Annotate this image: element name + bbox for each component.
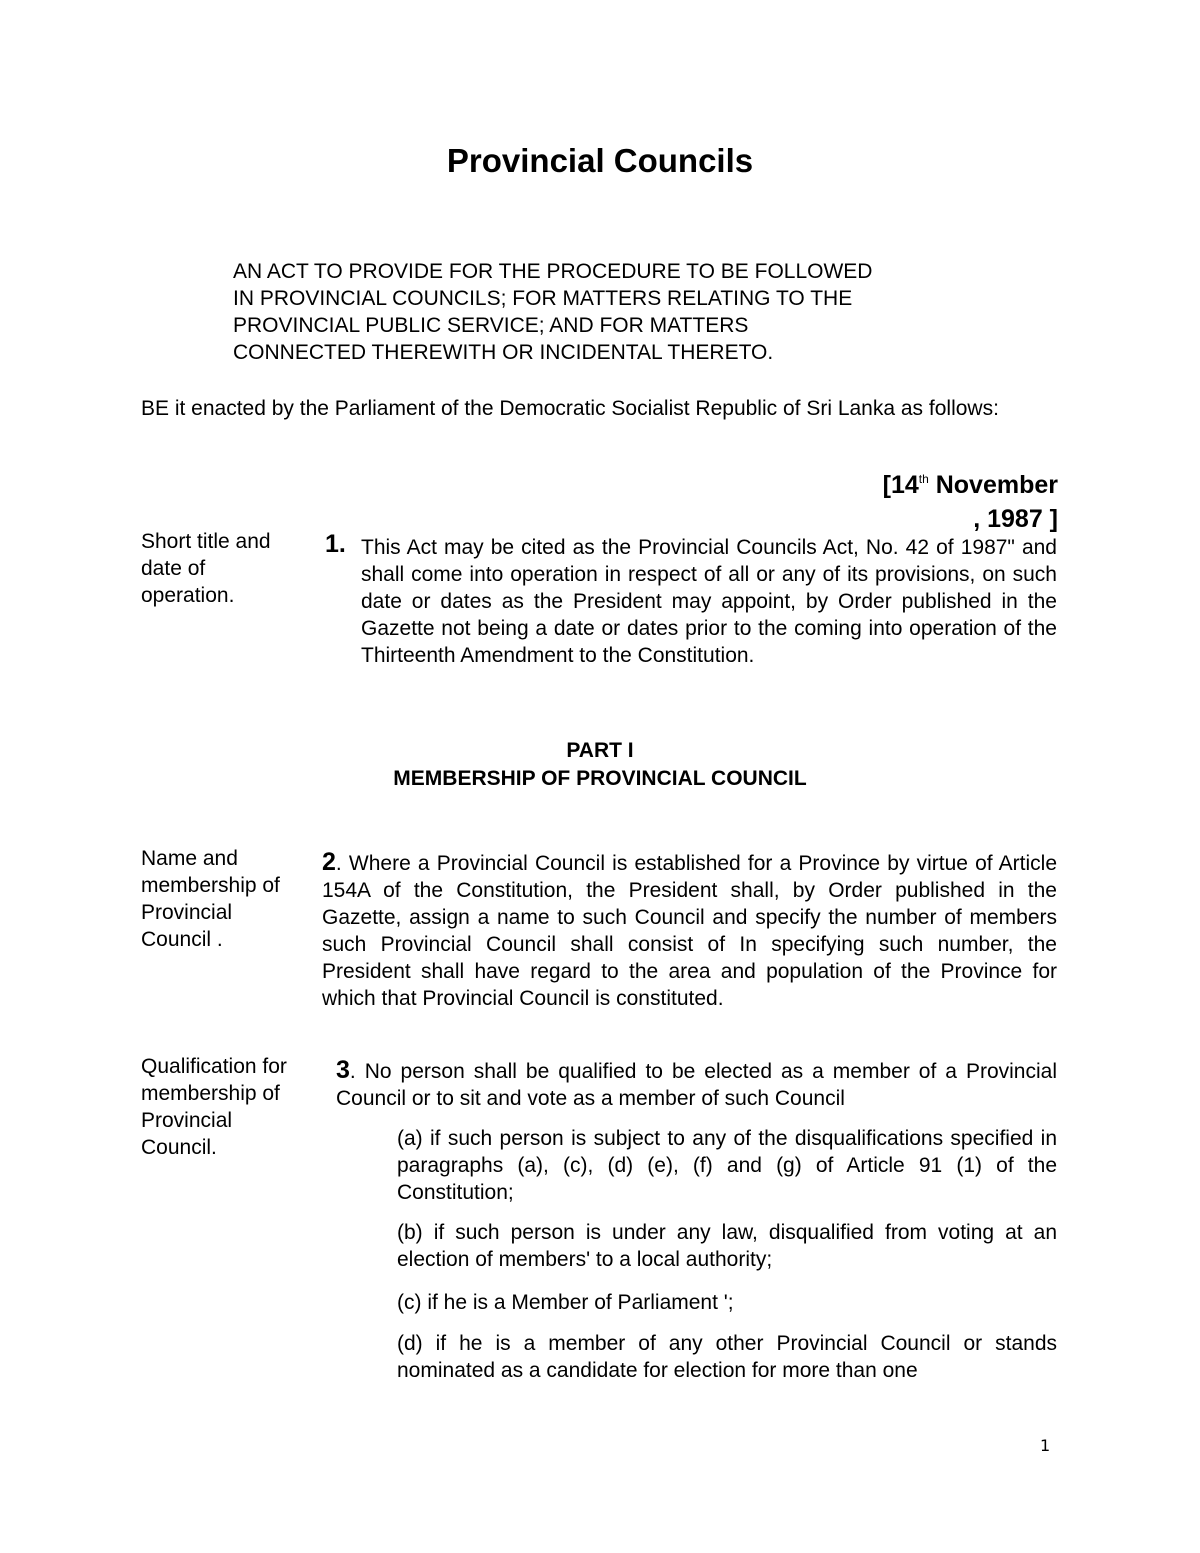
section-number-1: 1. <box>325 530 346 558</box>
marginal-note-section-1 <box>141 528 316 609</box>
long-title-line: AN ACT TO PROVIDE FOR THE PROCEDURE TO BE FOLLOWED <box>233 260 873 283</box>
enacting-clause: BE it enacted by the Parliament of the Democratic Socialist Republic of Sri Lanka as follows: <box>141 397 999 420</box>
marginal-note-line: Council. <box>141 1136 217 1159</box>
date-month: November <box>928 471 1058 499</box>
enactment-date <box>760 462 1058 536</box>
marginal-note-line: Provincial <box>141 901 233 924</box>
marginal-note-line: membership of <box>141 1082 280 1105</box>
date-open: [14 <box>882 471 919 499</box>
section-2 <box>322 849 1057 1012</box>
long-title-line: CONNECTED THEREWITH OR INCIDENTAL THERETO. <box>233 341 774 364</box>
section-text-3: . No person shall be qualified to be elected as a member of a Provincial Council or to sit and vote as a member of such Council <box>336 1060 1057 1110</box>
clause-a: (a) if such person is subject to any of the disqualifications specified in paragraphs (a), (c), (d) (e), (f) and (g) of Article 91 (1) of the Constitution; <box>397 1127 1057 1204</box>
section-text-2: . Where a Provincial Council is established for a Province by virtue of Article 154A of the Constitution, the President shall, by Order published in the Gazette, assign a name to such Council and specify the number of members such Provincial Council shall consist of In specifying such number, the President shall have regard to the area and population of the Province for which that Provincial Council is constituted. <box>322 852 1057 1010</box>
marginal-note-line: Name and <box>141 847 238 870</box>
part-heading: PART I <box>566 739 634 762</box>
marginal-note-section-2 <box>141 845 316 953</box>
section-text-1: This Act may be cited as the Provincial Councils Act, No. 42 of 1987" and shall come into operation in respect of all or any of its provisions, on such date or dates as the President may appoint, by Order published in the Gazette not being a date or dates prior to the coming into operation of the Thirteenth Amendment to the Constitution. <box>361 536 1057 667</box>
date-year: , 1987 ] <box>973 505 1058 533</box>
marginal-note-line: Short title and <box>141 530 271 553</box>
long-title <box>233 258 993 366</box>
marginal-note-line: operation. <box>141 584 235 607</box>
marginal-note-line: Qualification for <box>141 1055 287 1078</box>
marginal-note-line: date of <box>141 557 206 580</box>
long-title-line: PROVINCIAL PUBLIC SERVICE; AND FOR MATTERS <box>233 314 749 337</box>
marginal-note-line: membership of <box>141 874 280 897</box>
page-number: 1 <box>1040 1436 1051 1455</box>
clause-b: (b) if such person is under any law, disqualified from voting at an election of members' to a local authority; <box>397 1221 1057 1271</box>
long-title-line: IN PROVINCIAL COUNCILS; FOR MATTERS RELATING TO THE <box>233 287 853 310</box>
document-title: Provincial Councils <box>446 142 754 179</box>
section-3 <box>336 1057 1057 1112</box>
clause-d: (d) if he is a member of any other Provincial Council or stands nominated as a candidate for election for more than one <box>397 1332 1057 1382</box>
section-number-3: 3 <box>336 1056 350 1084</box>
marginal-note-section-3 <box>141 1053 316 1161</box>
date-superscript: th <box>918 472 929 486</box>
clause-c: (c) if he is a Member of Parliament '; <box>397 1291 734 1314</box>
marginal-note-line: Provincial <box>141 1109 233 1132</box>
marginal-note-line: Council . <box>141 928 223 951</box>
part-subheading: MEMBERSHIP OF PROVINCIAL COUNCIL <box>393 767 807 790</box>
section-number-2: 2 <box>322 848 336 876</box>
